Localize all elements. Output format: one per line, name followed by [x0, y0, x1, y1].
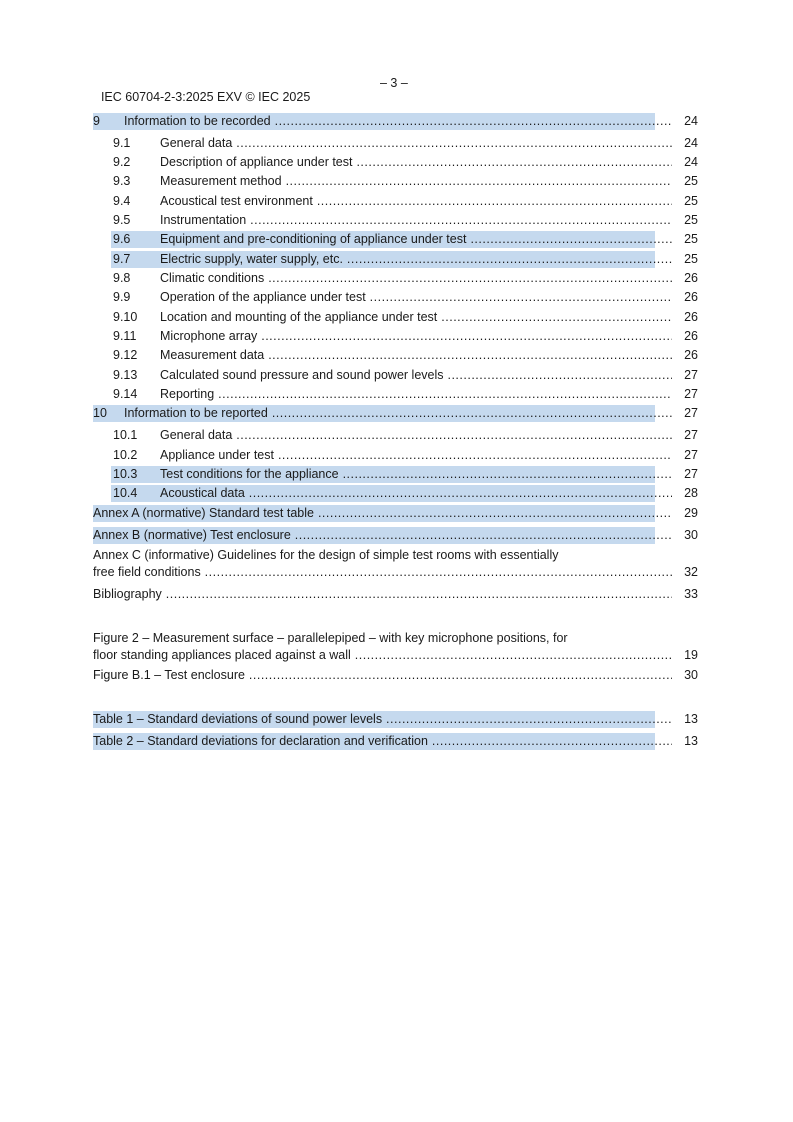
toc-entry-page: 25: [684, 213, 698, 227]
toc-entry-page: 27: [684, 406, 698, 420]
toc-entry-number: 9.11: [113, 329, 137, 343]
list-entry-table-2[interactable]: [93, 733, 698, 750]
toc-entry-title: Reporting: [160, 387, 215, 401]
toc-entry-title: Annex B (normative) Test enclosure: [93, 528, 291, 542]
toc-entry-9-7[interactable]: [93, 251, 698, 268]
toc-entry-number: 9.5: [113, 213, 131, 227]
table-title: Table 1 – Standard deviations of sound power levels: [93, 712, 383, 726]
toc-entry-title: Calculated sound pressure and sound power levels: [160, 368, 444, 382]
toc-entry-annex-c[interactable]: [93, 547, 698, 581]
toc-entry-title-line1: Annex C (informative) Guidelines for the design of simple test rooms with essentially: [93, 548, 559, 562]
list-entry-figure-b1[interactable]: [93, 667, 698, 684]
toc-entry-page: 26: [684, 348, 698, 362]
toc-entry-9-6[interactable]: [93, 231, 698, 248]
toc-entry-number: 9.1: [113, 136, 131, 150]
toc-entry-number: 9.13: [113, 368, 138, 382]
toc-entry-title: Equipment and pre-conditioning of appliance under test: [160, 232, 467, 246]
toc-entry-9-5[interactable]: [93, 212, 698, 229]
toc-entry-number: 9.3: [113, 174, 131, 188]
toc-entry-number: 10: [93, 406, 107, 420]
toc-entry-title: Appliance under test: [160, 448, 274, 462]
toc-entry-page: 27: [684, 428, 698, 442]
toc-entry-page: 30: [684, 528, 698, 542]
toc-entry-page: 27: [684, 387, 698, 401]
toc-entry-page: 26: [684, 329, 698, 343]
toc-entry-number: 10.3: [113, 467, 138, 481]
toc-entry-10-4[interactable]: [93, 485, 698, 502]
toc-entry-page: 26: [684, 290, 698, 304]
toc-entry-page: 32: [684, 565, 698, 579]
toc-entry-9-2[interactable]: [93, 154, 698, 171]
toc-entry-number: 9.10: [113, 310, 138, 324]
toc-entry-number: 9.8: [113, 271, 131, 285]
toc-entry-annex-a[interactable]: [93, 505, 698, 522]
toc-entry-page: 25: [684, 232, 698, 246]
toc-entry-title: Description of appliance under test: [160, 155, 353, 169]
toc-entry-number: 9.4: [113, 194, 131, 208]
toc-entry-10-1[interactable]: [93, 427, 698, 444]
toc-entry-page: 27: [684, 368, 698, 382]
toc-entry-annex-b[interactable]: [93, 527, 698, 544]
toc-entry-page: 26: [684, 271, 698, 285]
toc-entry-9-3[interactable]: [93, 173, 698, 190]
toc-entry-title: Information to be recorded: [124, 114, 271, 128]
toc-entry-page: 24: [684, 136, 698, 150]
toc-entry-9-4[interactable]: [93, 193, 698, 210]
toc-entry-title: Annex A (normative) Standard test table: [93, 506, 314, 520]
toc-entry-page: 33: [684, 587, 698, 601]
toc-entry-title: Operation of the appliance under test: [160, 290, 366, 304]
figure-title-line2: floor standing appliances placed against a wall: [93, 648, 351, 662]
toc-entry-title: Test conditions for the appliance: [160, 467, 339, 481]
toc-entry-page: 27: [684, 467, 698, 481]
table-page: 13: [684, 712, 698, 726]
figure-title: Figure B.1 – Test enclosure: [93, 668, 245, 682]
toc-entry-title: Location and mounting of the appliance under test: [160, 310, 438, 324]
toc-entry-page: 25: [684, 174, 698, 188]
toc-entry-10-2[interactable]: [93, 447, 698, 464]
toc-entry-number: 9.2: [113, 155, 131, 169]
toc-entry-9-11[interactable]: [93, 328, 698, 345]
toc-entry-title: Electric supply, water supply, etc.: [160, 252, 343, 266]
table-title: Table 2 – Standard deviations for declaration and verification: [93, 734, 428, 748]
toc-entry-page: 25: [684, 252, 698, 266]
toc-entry-title: Acoustical data: [160, 486, 245, 500]
document-id: IEC 60704-2-3:2025 EXV © IEC 2025: [100, 90, 311, 104]
toc-entry-page: 25: [684, 194, 698, 208]
toc-entry-number: 9.6: [113, 232, 131, 246]
figure-page: 30: [684, 668, 698, 682]
toc-entry-title: Acoustical test environment: [160, 194, 313, 208]
toc-entry-9-1[interactable]: [93, 135, 698, 152]
toc-entry-9-8[interactable]: [93, 270, 698, 287]
toc-entry-number: 10.1: [113, 428, 138, 442]
toc-entry-number: 10.2: [113, 448, 138, 462]
toc-entry-10-3[interactable]: [93, 466, 698, 483]
list-entry-figure-2[interactable]: [93, 630, 698, 664]
toc-entry-title: Measurement data: [160, 348, 265, 362]
toc-entry-number: 9.7: [113, 252, 131, 266]
figure-page: 19: [684, 648, 698, 662]
toc-entry-page: 26: [684, 310, 698, 324]
toc-entry-bibliography[interactable]: [93, 586, 698, 603]
toc-entry-9-9[interactable]: [93, 289, 698, 306]
toc-entry-number: 9.14: [113, 387, 138, 401]
toc-entry-title-line2: free field conditions: [93, 565, 201, 579]
toc-entry-9[interactable]: [93, 113, 698, 130]
toc-entry-title: Instrumentation: [160, 213, 247, 227]
toc-entry-title: General data: [160, 136, 233, 150]
table-page: 13: [684, 734, 698, 748]
toc-entry-page: 27: [684, 448, 698, 462]
toc-entry-number: 9.12: [113, 348, 138, 362]
page-header: [94, 76, 408, 118]
toc-entry-9-14[interactable]: [93, 386, 698, 403]
toc-entry-number: 9.9: [113, 290, 131, 304]
page-number: – 3 –: [380, 76, 408, 90]
toc-entry-title: General data: [160, 428, 233, 442]
toc-entry-number: 10.4: [113, 486, 138, 500]
toc-entry-page: 28: [684, 486, 698, 500]
toc-entry-page: 24: [684, 155, 698, 169]
toc-entry-9-13[interactable]: [93, 367, 698, 384]
toc-entry-page: 29: [684, 506, 698, 520]
toc-entry-9-12[interactable]: [93, 347, 698, 364]
list-entry-table-1[interactable]: [93, 711, 698, 728]
toc-entry-title: Measurement method: [160, 174, 282, 188]
figure-title-line1: Figure 2 – Measurement surface – parallelepiped – with key microphone positions, for: [93, 631, 568, 645]
toc-entry-title: Microphone array: [160, 329, 258, 343]
toc-entry-title: Information to be reported: [124, 406, 268, 420]
toc-entry-number: 9: [93, 114, 100, 128]
toc-entry-title: Climatic conditions: [160, 271, 265, 285]
toc-entry-10[interactable]: [93, 405, 698, 422]
toc-entry-title: Bibliography: [93, 587, 162, 601]
toc-entry-9-10[interactable]: [93, 309, 698, 326]
toc-entry-page: 24: [684, 114, 698, 128]
